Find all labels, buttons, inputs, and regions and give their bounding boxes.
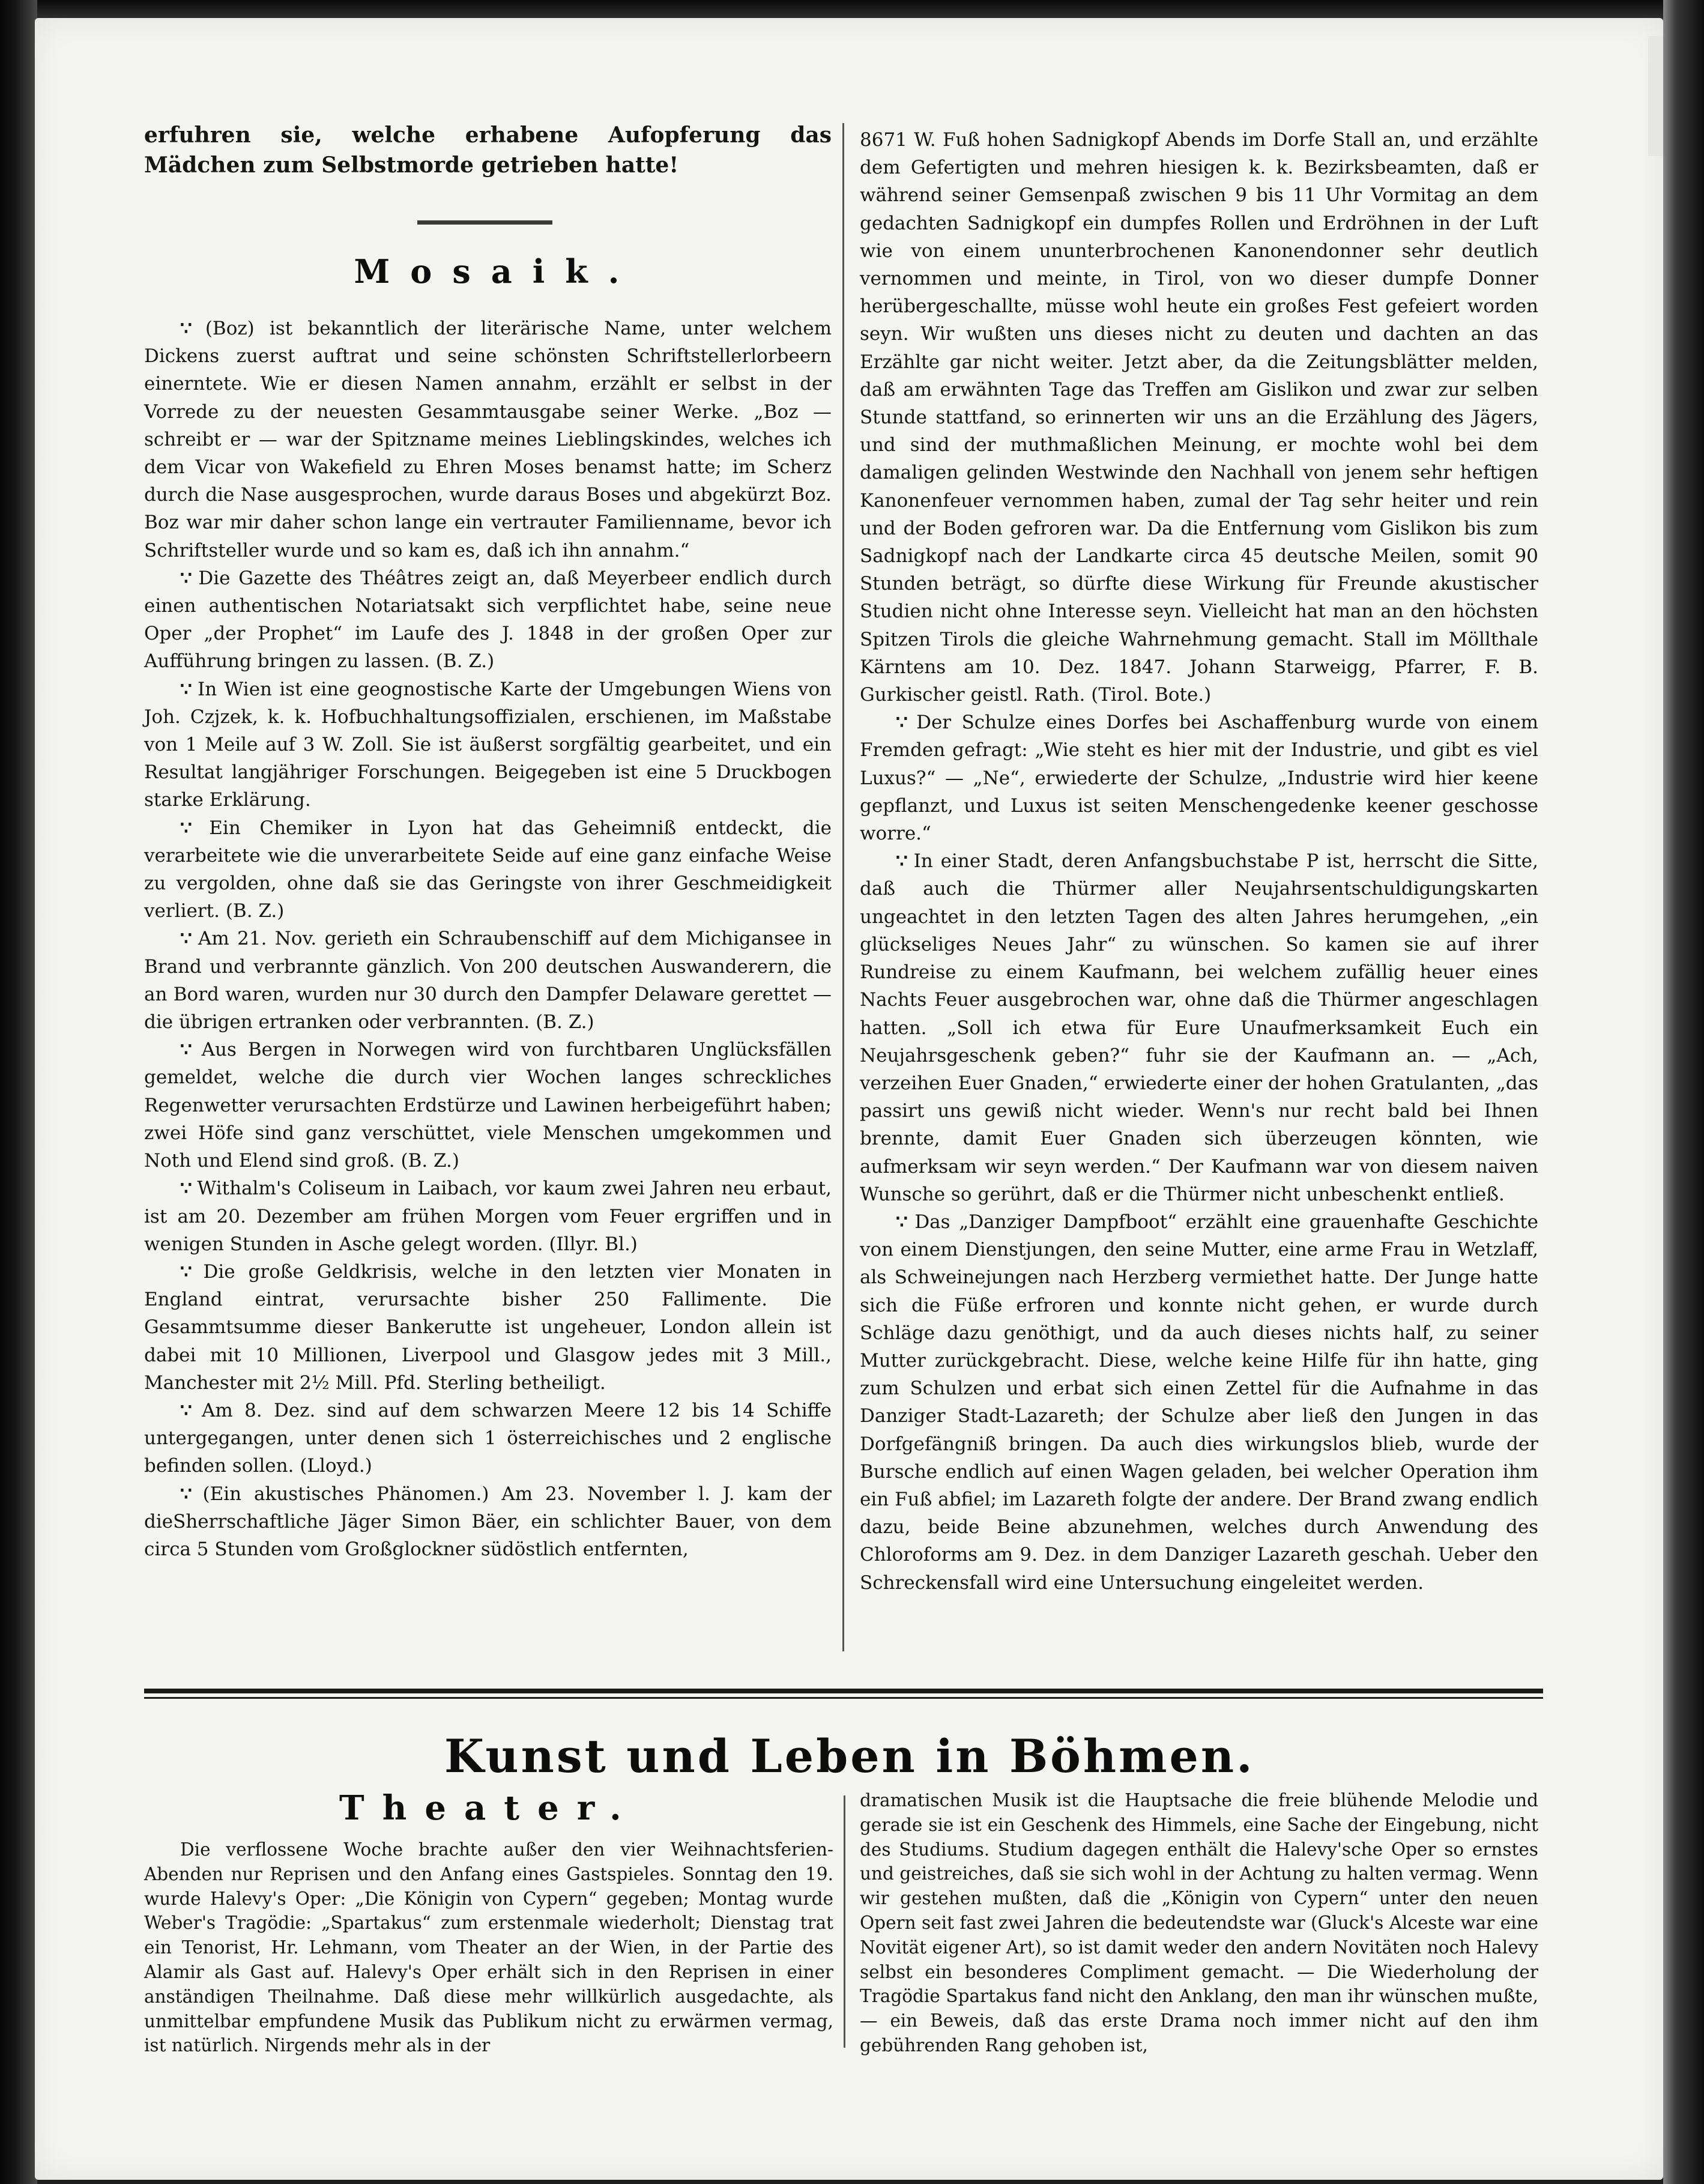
theater-review-continued: dramatischen Musik ist die Hauptsache die freie blühende Melodie und gerade sie ist ein Geschenk des Himmels, eine Sache der Eingebung, nicht des Studiums. Studium dagegen enthält die Halevy'sche Oper so ernstes und geistreiches, daß sie sich wohl in der Achtung zu halten vermag. Wenn wir gestehen mußten, daß die „Königin von Cypern“ unter den neuen Opern seit fast zwei Jahren die bedeutendste war (Gluck's Alceste war eine Novität eigener Art), so ist damit weder den andern Novitäten noch Halevy selbst ein besonderes Compliment gemacht. — Die Wiederholung der Tragödie Spartakus fand nicht den Anklang, den man ihr wünschen mußte, — ein Beweis, daß das erste Drama noch immer nicht auf den ihm gebührenden Rang gehoben ist, [860,1790,1538,2055]
section-divider-thin [144,1697,1543,1699]
top-right-column [860,126,1538,1597]
article-acoustic-continued: 8671 W. Fuß hohen Sadnigkopf Abends im Dorfe Stall an, und erzählte dem Gefertigten und mehren hiesigen k. k. Bezirksbeamten, daß er während seiner Gemsenpaß zwischen 9 bis 11 Uhr Vormitag an dem gedachten Sadnigkopf ein dumpfes Rollen und Erdröhnen in der Luft wie von einem ununterbrochenen Kanonendonner sehr deutlich vernommen und meinte, in Tirol, von wo dieser dumpfe Donner herübergeschallte, müsse wohl heute ein großes Fest gefeiert worden seyn. Wir wußten uns dieses nicht zu deuten und dachten an das Erzählte gar nicht weiter. Jetzt aber, da die Zeitungsblätter melden, daß am erwähnten Tage das Treffen am Gislikon und zwar zur selben Stunde stattfand, so erinnerten wir uns an die Erzählung des Jägers, und sind der muthmaßlichen Meinung, er mochte wohl bei dem damaligen gelinden Westwinde den Nachhall von jenem sehr heftigen Kanonenfeuer vernommen haben, zumal der Tag sehr heiter und rein und der Boden gefroren war. Da die Entfernung vom Gislikon bis zum Sadnigkopf nach der Landkarte circa 45 deutsche Meilen, somit 90 Stunden beträgt, so dürfte diese Wirkung für Freunde akustischer Studien nicht ohne Interesse seyn. Vielleicht hat man an den höchsten Spitzen Tirols die gleiche Wahrnehmung gemacht. Stall im Möllthale Kärntens am 10. Dez. 1847. Johann Starweigg, Pfarrer, F. B. Gurkischer geistl. Rath. (Tirol. Bote.) [860,129,1538,706]
article-steamship-fire: ∵ Am 21. Nov. gerieth ein Schraubenschiff auf dem Michigansee in Brand und verbrannte gänzlich. Von 200 deutschen Auswanderern, die an Bord waren, wurden nur 30 durch den Dampfer Delaware gerettet — die übrigen ertranken oder verbrannten. (B. Z.) [144,928,832,1033]
article-bergen-disaster: ∵ Aus Bergen in Norwegen wird von furchtbaren Unglücksfällen gemeldet, welche die durch vier Wochen langes schreckliches Regenwetter verursachten Erdstürze und Lawinen herbeigeführt haben; zwei Höfe sind ganz verschüttet, viele Menschen umgekommen und Noth und Elend sind groß. (B. Z.) [144,1039,832,1172]
subheading-theater: Theater. [339,1788,639,1828]
article-meyerbeer: ∵ Die Gazette des Théâtres zeigt an, daß Meyerbeer endlich durch einen authentischen Notariatsakt sich verpflichtet habe, seine neue Oper „der Prophet“ im Laufe des J. 1848 in der großen Oper zur Aufführung bringen zu lassen. (B. Z.) [144,567,832,673]
closing-sentence: erfuhren sie, welche erhabene Aufopferung das Mädchen zum Selbstmorde getrieben hatte! [144,123,832,178]
article-money-crisis: ∵ Die große Geldkrisis, welche in den letzten vier Monaten in England eintrat, verursachte bisher 250 Fallimente. Die Gesammtsumme dieser Bankerutte ist ungeheuer, London allein ist dabei mit 10 Millionen, Liverpool und Glasgow jedes mit 3 Mill., Manchester mit 2½ Mill. Pfd. Sterling betheiligt. [144,1260,832,1394]
article-danzig-boy: ∵ Das „Danziger Dampfboot“ erzählt eine grauenhafte Geschichte von einem Dienstjungen, den seine Mutter, eine arme Frau in Wetzlaff, als Schweinejungen nach Herzberg vermiethet hatte. Der Junge hatte sich die Füße erfroren und konnte nicht gehen, er wurde durch Schläge dazu genöthigt, und da auch dieses nichts half, zu seiner Mutter zurückgebracht. Diese, welche keine Hilfe für ihn hatte, ging zum Schulzen und erbat sich einen Zettel für die Aufnahme in das Danziger Stadt-Lazareth; der Schulze aber ließ den Jungen in das Dorfgefängniß bringen. Da auch dies wirkungslos blieb, wurde der Bursche endlich auf einen Wagen geladen, bei welcher Operation ihm ein Fuß abfiel; im Lazareth folgte der andere. Der Brand zwang endlich dazu, beide Beine abzunehmen, welches durch Anwendung des Chloroforms am 9. Dez. in dem Danziger Lazareth geschah. Ueber den Schreckensfall wird eine Untersuchung eingeleitet werden. [860,1211,1539,1594]
scan-border-left [0,0,37,2184]
article-black-sea-ships: ∵ Am 8. Dez. sind auf dem schwarzen Meere 12 bis 14 Schiffe untergegangen, unter denen sich 1 österreichisches und 2 englische befinden sollen. (Lloyd.) [144,1399,832,1477]
bottom-right-column [860,1788,1538,2058]
top-left-column [144,120,832,1563]
article-acoustic-phenomenon: ∵ (Ein akustisches Phänomen.) Am 23. November l. J. kam der dieSherrschaftliche Jäger Simon Bäer, ein schlichter Bauer, von dem circa 5 Stunden vom Großglockner südöstlich entfernten, [144,1483,832,1560]
article-boz: ∵ (Boz) ist bekanntlich der literärische Name, unter welchem Dickens zuerst auftrat und seine schönsten Schriftstellerlorbeern einerntete. Wie er diesen Namen annahm, erzählt er selbst in der Vorrede zu der neuesten Gesammtausgabe seiner Werke. „Boz — schreibt er — war der Spitzname meines Lieblingskindes, welches ich dem Vicar von Wakefield zu Ehren Moses benamst hatte; im Scherz durch die Nase ausgesprochen, wurde daraus Boses und abgekürzt Boz. Boz war mir daher schon lange ein vertrauter Familienname, bevor ich Schriftsteller wurde und so kam es, daß ich ihn annahm.“ [144,318,832,561]
column-divider-top [842,123,844,1651]
theater-review-start: Die verflossene Woche brachte außer den vier Weihnachtsferien-Abenden nur Reprisen und den Anfang eines Gastspieles. Sonntag den 19. wurde Halevy's Oper: „Die Königin von Cypern“ gegeben; Montag wurde Weber's Tragödie: „Spartakus“ zum erstenmale wiederholt; Dienstag trat ein Tenorist, Hr. Lehmann, vom Theater an der Wien, in der Partie des Alamir als Gast auf. Halevy's Oper erhält sich in den Reprisen in einer anständigen Theilnahme. Daß diese mehr willkürlich ausgedachte, als unmittelbar empfundene Musik das Publikum nicht zu erwärmen vermag, ist natürlich. Nirgends mehr als in der [144,1839,833,2056]
heading-ornament-rule [417,220,552,225]
column-divider-bottom [844,1795,845,2048]
section-heading-kunst: Kunst und Leben in Böhmen. [444,1729,1255,1783]
article-coliseum-fire: ∵ Withalm's Coliseum in Laibach, vor kaum zwei Jahren neu erbaut, ist am 20. Dezember am frühen Morgen vom Feuer ergriffen und in wenigen Stunden in Asche gelegt worden. (Illyr. Bl.) [144,1178,832,1255]
article-tower-watchmen: ∵ In einer Stadt, deren Anfangsbuchstabe P ist, herrscht die Sitte, daß auch die Thürmer aller Neujahrsentschuldigungskarten ungeachtet in den letzten Tagen des alten Jahres herumgehen, „ein glückseliges Neues Jahr“ zu wünschen. So kamen sie auf ihrer Rundreise zu einem Kaufmann, bei welchem zufällig heuer eines Nachts Feuer ausgebrochen war, ohne daß die Thürmer angeschlagen hatten. „Soll ich etwa für Eure Unaufmerksamkeit Euch ein Neujahrsgeschenk geben?“ fuhr sie der Kaufmann an. — „Ach, verzeihen Euer Gnaden,“ erwiederte einer der hohen Gratulanten, „das passirt uns gewiß nicht wieder. Wenn's nur recht bald bei Ihnen brennte, damit Euer Gnaden sich überzeugen könnten, wie aufmerksam wir seyn werden.“ Der Kaufmann war von diesem naiven Wunsche so gerührt, daß er die Thürmer nicht unbeschenkt entließ. [860,850,1539,1205]
article-silk-gilding: ∵ Ein Chemiker in Lyon hat das Geheimniß entdeckt, die verarbeitete wie die unverarbeitete Seide auf eine ganz einfache Weise zu vergolden, ohne daß sie das Geringste von ihrer Geschmeidigkeit verliert. (B. Z.) [144,817,832,922]
section-divider-thick [144,1689,1543,1693]
article-geological-map: ∵ In Wien ist eine geognostische Karte der Umgebungen Wiens von Joh. Czjzek, k. k. Hofbuchhaltungsoffizialen, erschienen, im Maßstabe von 1 Meile auf 3 W. Zoll. Sie ist äußerst sorgfältig gearbeitet, und ein Resultat langjähriger Forschungen. Beigegeben ist eine 5 Druckbogen starke Erklärung. [144,678,832,811]
section-heading-mosaik: Mosaik. [354,252,640,291]
scan-border-right [1663,0,1704,2184]
bottom-left-column [144,1838,833,2058]
article-village-mayor: ∵ Der Schulze eines Dorfes bei Aschaffenburg wurde von einem Fremden gefragt: „Wie steht es hier mit der Industrie, und gibt es viel Luxus?“ — „Ne“, erwiederte der Schulze, „Industrie wird hier keene gepflanzt, und Luxus ist seiten Menschengedenke keener geschosse worre.“ [860,712,1538,845]
